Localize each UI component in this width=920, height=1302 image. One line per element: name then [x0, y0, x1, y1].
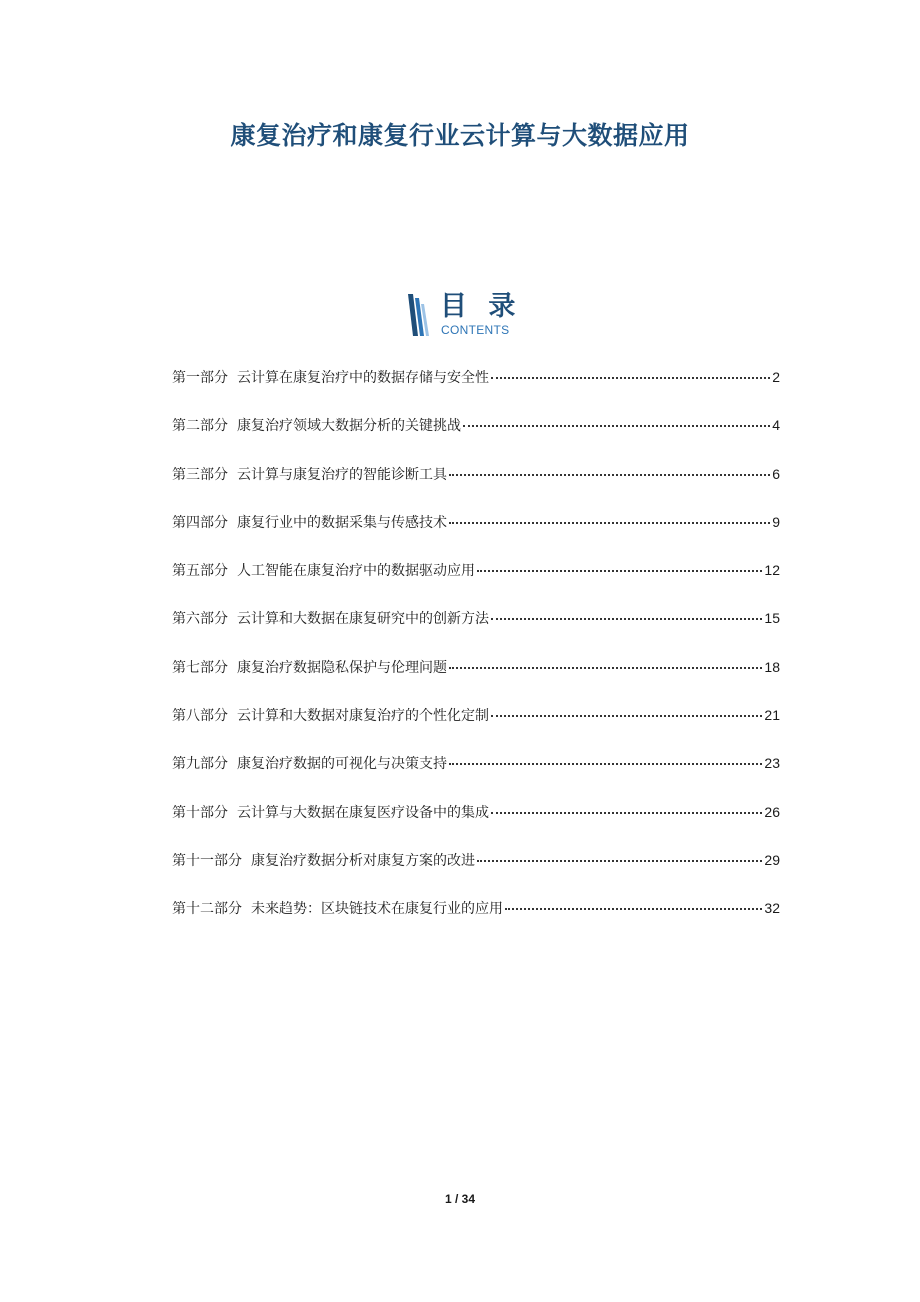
toc-page-number[interactable]: 15 [764, 610, 780, 627]
toc-heading: 目 录 [440, 291, 522, 322]
toc-entry-11[interactable] [172, 849, 780, 897]
toc-page-number[interactable]: 2 [772, 369, 780, 385]
toc-entry-title[interactable]: 云计算在康复治疗中的数据存储与安全性 [237, 370, 489, 386]
dot-leader [449, 522, 770, 524]
toc-entry-title[interactable]: 云计算和大数据对康复治疗的个性化定制 [237, 708, 489, 725]
toc-entry-5[interactable] [172, 559, 780, 607]
toc-entry-7[interactable] [172, 656, 780, 704]
dot-leader [463, 425, 770, 427]
toc-subheading: CONTENTS [441, 323, 510, 337]
dot-leader [491, 377, 770, 379]
toc-page-number[interactable]: 32 [764, 900, 780, 917]
toc-entry-title[interactable]: 人工智能在康复治疗中的数据驱动应用 [237, 563, 475, 580]
toc-entry-title[interactable]: 康复治疗数据隐私保护与伦理问题 [237, 659, 447, 676]
dot-leader [491, 715, 762, 717]
toc-part-label: 第十一部分 [172, 852, 242, 869]
toc-entry-6[interactable] [172, 607, 780, 655]
toc-part-label: 第十二部分 [172, 901, 242, 918]
toc-entry-12[interactable] [172, 897, 780, 945]
toc-entry-title[interactable]: 康复治疗数据的可视化与决策支持 [237, 756, 447, 773]
dot-leader [491, 618, 762, 620]
dot-leader [505, 908, 762, 910]
toc-page-number[interactable]: 6 [772, 465, 780, 482]
table-of-contents [172, 366, 780, 946]
toc-entry-10[interactable] [172, 801, 780, 849]
toc-stripes-icon [408, 294, 432, 336]
toc-part-label: 第八部分 [172, 708, 228, 725]
toc-entry-2[interactable] [172, 414, 780, 462]
toc-page-number[interactable]: 26 [764, 803, 780, 820]
dot-leader [449, 667, 762, 669]
toc-entry-title[interactable]: 康复治疗数据分析对康复方案的改进 [251, 852, 475, 869]
toc-page-number[interactable]: 23 [764, 755, 780, 772]
toc-part-label: 第七部分 [172, 659, 228, 676]
toc-part-label: 第六部分 [172, 611, 228, 628]
document-title: 康复治疗和康复行业云计算与大数据应用 [230, 121, 690, 150]
toc-part-label: 第九部分 [172, 756, 228, 773]
dot-leader [449, 474, 770, 476]
toc-part-label: 第一部分 [172, 370, 228, 386]
toc-entry-title[interactable]: 未来趋势：区块链技术在康复行业的应用 [251, 901, 503, 918]
page-indicator: 1 / 34 [444, 1192, 476, 1206]
toc-page-number[interactable]: 12 [764, 562, 780, 579]
toc-entry-3[interactable] [172, 463, 780, 511]
toc-entry-title[interactable]: 康复行业中的数据采集与传感技术 [237, 514, 447, 531]
toc-page-number[interactable]: 9 [772, 513, 780, 530]
toc-entry-4[interactable] [172, 511, 780, 559]
dot-leader [449, 763, 762, 765]
toc-header [408, 292, 538, 340]
toc-part-label: 第五部分 [172, 563, 228, 580]
toc-entry-9[interactable] [172, 752, 780, 800]
toc-part-label: 第二部分 [172, 418, 228, 435]
toc-page-number[interactable]: 18 [764, 658, 780, 675]
toc-entry-8[interactable] [172, 704, 780, 752]
toc-page-number[interactable]: 29 [764, 851, 780, 868]
toc-entry-1[interactable] [172, 366, 780, 414]
dot-leader [477, 570, 762, 572]
toc-page-number[interactable]: 21 [764, 707, 780, 724]
dot-leader [477, 860, 762, 862]
toc-page-number[interactable]: 4 [772, 417, 780, 434]
dot-leader [491, 812, 762, 814]
toc-entry-title[interactable]: 云计算与大数据在康复医疗设备中的集成 [237, 804, 489, 821]
toc-entry-title[interactable]: 云计算和大数据在康复研究中的创新方法 [237, 611, 489, 628]
toc-part-label: 第十部分 [172, 804, 228, 821]
toc-part-label: 第三部分 [172, 466, 228, 483]
toc-part-label: 第四部分 [172, 514, 228, 531]
toc-entry-title[interactable]: 康复治疗领域大数据分析的关键挑战 [237, 418, 461, 435]
toc-entry-title[interactable]: 云计算与康复治疗的智能诊断工具 [237, 466, 447, 483]
